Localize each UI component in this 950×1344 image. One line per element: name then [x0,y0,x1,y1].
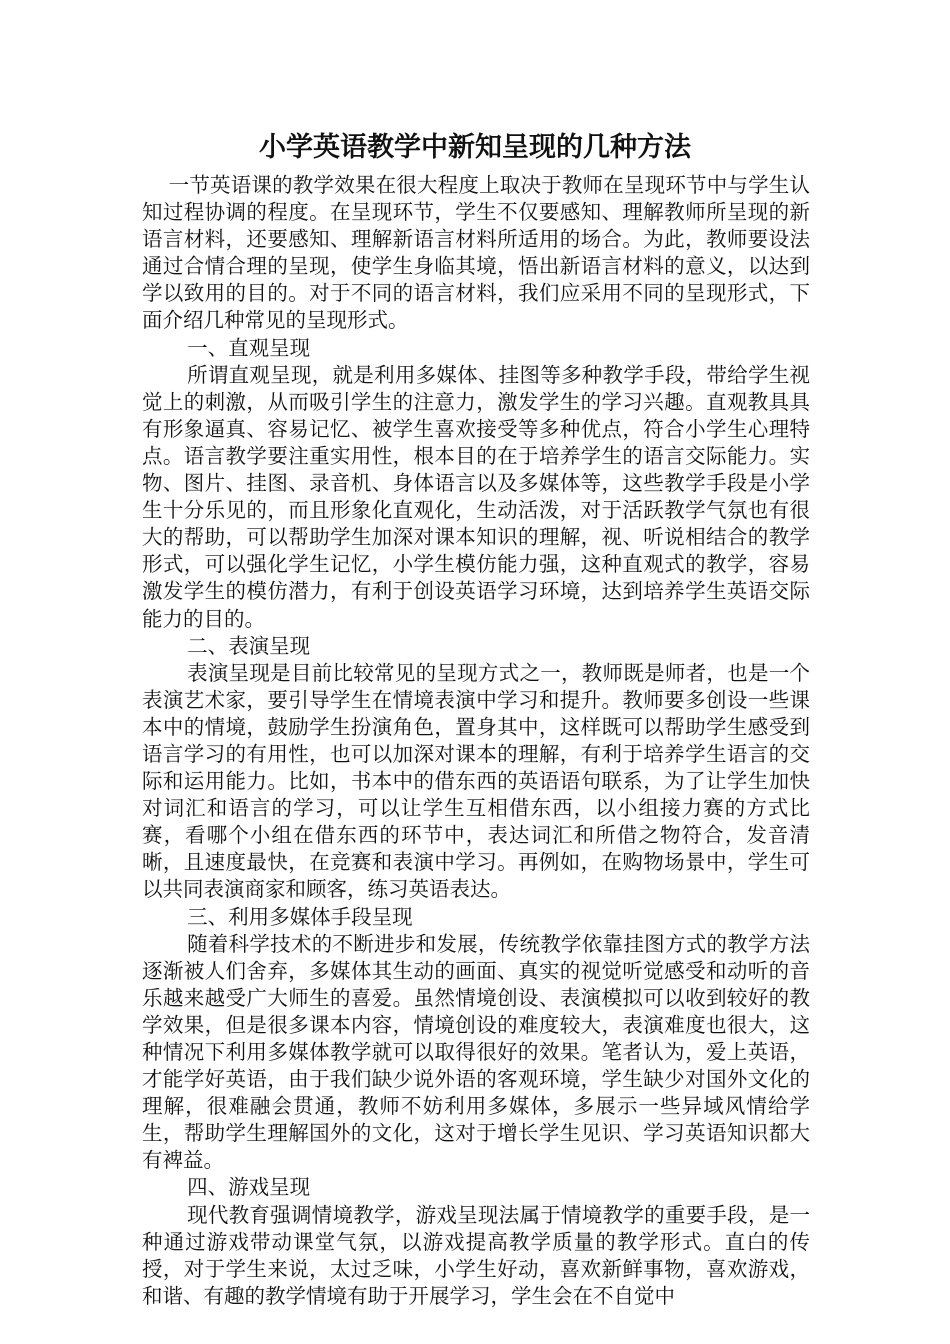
section-heading: 四、游戏呈现 [187,1175,311,1200]
intro-paragraph: 一节英语课的教学效果在很大程度上取决于教师在呈现环节中与学生认知过程协调的程度。在呈现环节，学生不仅要感知、理解教师所呈现的新语言材料，还要感知、理解新语言材料所适用的场合。为此，教师要设法通过合情合理的呈现，使学生身临其境，悟出新语言材料的意义，以达到学以致用的目的。对于不同的语言材料，我们应采用不同的呈现形式，下面介绍几种常见的呈现形式。 [142,173,810,333]
section-heading: 二、表演呈现 [187,633,311,658]
section-paragraph: 所谓直观呈现，就是利用多媒体、挂图等多种教学手段，带给学生视觉上的刺激，从而吸引学生的注意力，激发学生的学习兴趣。直观教具具有形象逼真、容易记忆、被学生喜欢接受等多种优点，符合小学生心理特点。语言教学要注重实用性，根本目的在于培养学生的语言交际能力。实物、图片、挂图、录音机、身体语言以及多媒体等，这些教学手段是小学生十分乐见的，而且形象化直观化，生动活泼，对于活跃教学气氛也有很大的帮助，可以帮助学生加深对课本知识的理解，视、听说相结合的教学形式，可以强化学生记忆，小学生模仿能力强，这种直观式的教学，容易激发学生的模仿潜力，有利于创设英语学习环境，达到培养学生英语交际能力的目的。 [142,362,810,631]
section-paragraph: 随着科学技术的不断进步和发展，传统教学依靠挂图方式的教学方法逐渐被人们舍弃，多媒体其生动的画面、真实的视觉听觉感受和动听的音乐越来越受广大师生的喜爱。虽然情境创设、表演模拟可以收到较好的教学效果，但是很多课本内容，情境创设的难度较大，表演难度也很大，这种情况下利用多媒体教学就可以取得很好的效果。笔者认为，爱上英语，才能学好英语，由于我们缺少说外语的客观环境，学生缺少对国外文化的理解，很难融会贯通，教师不妨利用多媒体，多展示一些异域风情给学生，帮助学生理解国外的文化，这对于增长学生见识、学习英语知识都大有裨益。 [142,931,810,1173]
document-title: 小学英语教学中新知呈现的几种方法 [259,132,691,163]
document-body [142,172,810,1310]
section-heading: 三、利用多媒体手段呈现 [187,904,413,929]
section-paragraph: 现代教育强调情境教学，游戏呈现法属于情境教学的重要手段，是一种通过游戏带动课堂气氛，以游戏提高教学质量的教学形式。直白的传授，对于学生来说，太过乏味，小学生好动，喜欢新鲜事物，喜欢游戏，和谐、有趣的教学情境有助于开展学习，学生会在不自觉中 [142,1202,810,1308]
section-paragraph: 表演呈现是目前比较常见的呈现方式之一，教师既是师者，也是一个表演艺术家，要引导学生在情境表演中学习和提升。教师要多创设一些课本中的情境，鼓励学生扮演角色，置身其中，这样既可以帮助学生感受到语言学习的有用性，也可以加深对课本的理解，有利于培养学生语言的交际和运用能力。比如，书本中的借东西的英语语句联系，为了让学生加快对词汇和语言的学习，可以让学生互相借东西，以小组接力赛的方式比赛，看哪个小组在借东西的环节中，表达词汇和所借之物符合，发音清晰，且速度最快，在竞赛和表演中学习。再例如，在购物场景中，学生可以共同表演商家和顾客，练习英语表达。 [142,660,810,902]
section-heading: 一、直观呈现 [187,335,311,360]
